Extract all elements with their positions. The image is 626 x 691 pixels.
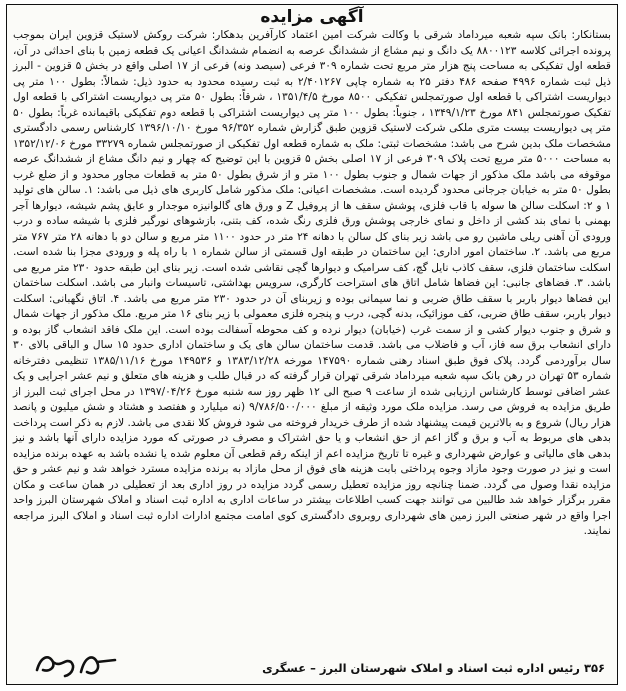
auction-notice bbox=[6, 4, 618, 685]
notice-body: بستانکار: بانک سپه شعبه میرداماد شرقی با وکالت شرکت امین اعتماد کارآفرین بدهکار: شرکت روکش لاستیک قزوین ایران بموجب پرونده اجرائی کلاسه ۸۸۰۰۱۲۳ یک دانگ و نیم مشاع از ششدانگ عرصه به انضمام ششدانگ اعیانی یک قطعه زمین با بنای احداثی در آن، قطعه اول تفکیکی به مساحت پنج هزار متر مربع تحت شماره ۳۰۹ فرعی (سیصد ونه) فرعی از ۱۷ اصلی واقع در بخش ۵ قزوین - البرز ذیل ثبت شماره ۴۹۹۶ صفحه ۴۸۶ دفتر ۲۵ به شماره چاپی ۲/۴۰۱۲۶۷ به ثبت رسیده محدود به حدود ذیل: شمالاً: بطول ۱۰۰ متر پی دیواریست اشتراکی با قطعه اول صورتمجلس تفکیکی ۸۵۰۰ مورخ ۱۳۵۱/۴/۵ ، شرقاً: بطول ۵۰ متر پی دیواریست اشتراکی با قطعه اول تفکیک صورتمجلس ۸۴۱ مورخ ۱۳۴۹/۱/۲۳ ، جنوباً: بطول ۱۰۰ متر پی دیواریست اشتراکی با قطعه دوم تفکیکی باقیمانده غرباً: بطول ۵۰ متر پی دیواریست بیست متری ملکی شرکت لاستیک قزوین طبق گزارش شماره ۹۶/۳۵۲ مورخ ۱۳۹۶/۱۰/۱۰ کارشناس رسمی دادگستری مشخصات ملک بدین شرح می باشد: مشخصات ثبتی: ملک به شماره قطعه اول تفکیکی از صورتمجلس شماره ۳۳۲۷۹ مورخ ۱۳۵۲/۱۲/۰۶ به مساحت ۵۰۰۰ متر مربع تحت پلاک ۳۰۹ فرعی از ۱۷ اصلی بخش ۵ قزوین با این توضیح که چهار و نیم دانگ مشاع از ششدانگ عرصه موقوفه می باشد ملک مذکور از جهات شمال و جنوب بطول ۱۰۰ متر و از شرق بطول ۵۰ متر به قطعات مجاور محدود و از ضلع غرب بطول ۵۰ متر به خیابان جرجانی محدود گردیده است. مشخصات اعیانی: ملک مذکور شامل کاربری های ذیل می باشد: ۱. سالن های تولید ۱ و ۲: اسکلت سالن ها سوله با قاب فلزی، پوشش سقف ها از پروفیل Z و ورق های گالوانیزه موجدار و عایق پشم شیشه، دیوارها آجر بهمنی با نمای بند کشی از داخل و نمای خارجی پوشش ورق فلزی رنگ شده، کف بتنی، بازشوهای نورگیر فلزی با شیشه ساده و درب ورودی آن آهنی ریلی ماشین رو می باشد زیر بنای کل سالن با دهانه ۲۴ متر در حدود ۱۱۰۰ متر مربع و سالن دو با دهانه ۲۸ متر ۷۶۷ متر مربع می باشد. ۲. ساختمان امور اداری: این ساختمان در طبقه اول قسمتی از سالن شماره ۱ با راه پله و ورودی مجزا بنا شده است. اسکلت ساختمان فلزی، سقف کاذب نایل گچ، کف سرامیک و دیوارها گچی نقاشی شده است. زیر بنای این طبقه حدود ۲۳۰ متر مربع می باشد. ۳. فضاهای جانبی: این فضاها شامل اتاق های استراحت کارگری، سرویس بهداشتی، تاسیسات وانبار می باشد. اسکلت ساختمان این فضاها دیوار باربر با سقف طاق ضربی و نما سیمانی بوده و زیربنای آن در حدود ۲۳۰ متر مربع می باشد. ۴. اتاق نگهبانی: اسکلت دیوار باربر، سقف طاق ضربی، کف موزائیک، بدنه گچی، درب و پنجره فلزی معمولی با زیر بنای ۱۶ متر مربع. ملک مذکور از جهات شمال و شرق و جنوب دیوار کشی و از سمت غرب (خیابان) دیوار نرده و کف محوطه آسفالت بوده است. این ملک فاقد انشعاب گاز بوده و دارای انشعاب برق سه فاز، آب و فاضلاب می باشد. قدمت ساختمان سالن های یک و ساختمان اداری حدود ۱۵ سال و الباقی بالای ۳۰ سال برآوردمی گردد. پلاک فوق طبق اسناد رهنی شماره ۱۴۷۵۹۰ مورخه ۱۳۸۳/۱۲/۲۸ و ۱۴۹۵۳۶ مورخ ۱۳۸۵/۱۱/۱۶ تنظیمی دفترخانه شماره ۵۳ تهران در رهن بانک سپه شعبه میرداماد شرقی تهران قرار گرفته که در قبال طلب و هزینه های متعلق و نیم عشر اجرایی و یک عشر اضافی توسط کارشناس ارزیابی شده از ساعت ۹ صبح الی ۱۲ ظهر روز سه شنبه مورخ ۱۳۹۷/۰۴/۲۶ در محل اجرای ثبت البرز از طریق مزایده به فروش می رسد. مزایده ملک مورد وثیقه از مبلغ ۹/۷۸۶/۵۰۰/۰۰۰ (نه میلیارد و هفتصد و هشتاد و شش میلیون و پانصد هزار ریال) شروع و به بالاترین قیمت پیشنهاد شده از طرف خریدار فروخته می شود فروش کلا نقدی می باشد. لازم به ذکر است پرداخت بدهی های مربوط به آب و برق و گاز اعم از حق انشعاب و یا حق اشتراک و مصرف در صورتی که مورد مزایده دارای آنها باشد و نیز بدهی های مالیاتی و عوارض شهرداری و غیره تا تاریخ مزایده اعم از اینکه رقم قطعی آن معلوم شده یا نشده باشد به عهده برنده مزایده است و نیز در صورت وجود مازاد وجوه پرداختی بابت هزینه های فوق از محل مازاد به برنده مزایده مسترد خواهد شد و نیم عشر و حق مزایده نقدا وصول می گردد. ضمنا چنانچه روز مزایده تعطیل رسمی گردد مزایده در روز اداری بعد از تعطیلی در همان ساعت و مکان مقرر برگزار خواهد شد طالبین می توانند جهت کسب اطلاعات بیشتر در ساعات اداری به اداره ثبت اسناد و املاک شهرستان البرز واحد اجرا واقع در شهر صنعتی البرز زمین های شهرداری روبروی دادگستری کوی امامت مجتمع ادارات اداره ثبت اسناد و املاک البرز مراجعه نمایند. bbox=[13, 29, 612, 537]
notice-footer bbox=[13, 656, 611, 678]
handwritten-number-mark bbox=[31, 648, 121, 682]
notice-title: آگهی مزایده bbox=[260, 7, 364, 27]
signature-line: ۳۵۶ رئیس اداره ثبت اسناد و املاک شهرستان البرز – عسگری bbox=[262, 661, 605, 675]
